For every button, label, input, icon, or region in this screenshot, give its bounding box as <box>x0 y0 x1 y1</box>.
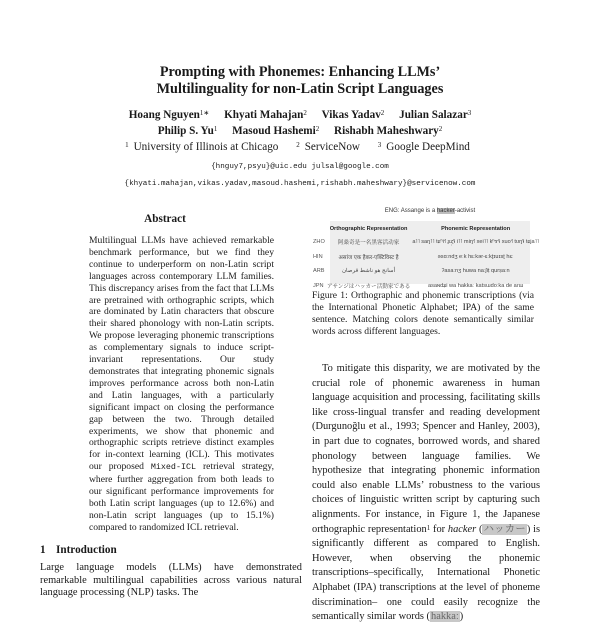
author: Masoud Hashemi$^2$ <box>232 125 320 137</box>
table-row: HIN असांज एक हैकर-एक्टिविस्ट है əsɑːndʒ eːk hɛːkər-ɛːkʈɪʋɪsʈ hɛː <box>313 253 514 261</box>
figure-caption: Figure 1: Orthographic and phonemic transcriptions (via the International Phonetic Alphabet; IPA) of the same sentence. Matching colors denote semantically similar words across different languages. <box>312 290 534 337</box>
mixed-icl-term: Mixed-ICL <box>150 462 197 473</box>
abstract-heading: Abstract <box>144 213 186 225</box>
author: Khyati Mahajan$^2$ <box>224 109 307 121</box>
table-row: JPN アサンジはハッカー活動家である asaɴdʑi wa hakkaː katsɯdoːka de aɾɯ <box>313 282 524 290</box>
section-heading-introduction: 1 Introduction <box>40 544 117 556</box>
author: Vikas Yadav$^2$ <box>321 109 385 121</box>
footnote-marker[interactable]: 1 <box>426 523 431 532</box>
figure-english-sentence: ENG: Assange is a hacker-activist <box>384 208 476 214</box>
right-column-body: To mitigate this disparity, we are motivated by the crucial role of phonemic awareness in human language acquisition and processing, facilitating skills like cross-lingual transfer and reading development (Durgunoğlu et al., 1993; Spencer and Hanley, 2003), in part due to cognates, borrowed words, and shared phonology between language families. We hypothesize that integrating phonemic information could also enable LLMs’ robustness to the various choices of linguistic written script by capturing such alignments. For instance, in Figure 1, the Japanese orthographic representation$^1$ for hacker (ハッカー) is significantly different as compared to English. However, when observing the phonemic transcriptions–specifically, International Phonetic Alphabet (IPA) transcriptions at the level of phoneme discrimination– one could easily recognize the semantically similar words (hakkaː) <box>312 363 541 623</box>
authors-row-1 <box>0 107 600 123</box>
figure-transcription-table <box>312 222 540 293</box>
email-line-2: {khyati.mahajan,vikas.yadav,masoud.hashemi,rishabh.maheshwary}@servicenow.com <box>124 180 476 188</box>
title-line-1: Prompting with Phonemes: Enhancing LLMs’ <box>159 64 441 80</box>
email-line-1: {hnguy7,psyu}@uic.edu julsal@google.com <box>211 163 389 171</box>
column-header-orthographic: Orthographic Representation <box>329 225 408 232</box>
abstract-body: Multilingual LLMs have achieved remarkable benchmark performance, but we find they continue to underperform on non-Latin script languages across contemporary LLM families. This discrepancy arises from the fact that LLMs are pretrained with orthographic scripts, which are dominated by Latin characters that obscure their shared phonology with non-Latin scripts. We propose leveraging phonemic transcriptions as complementary signals to induce script-invariant representations. Our study demonstrates that integrating phonemic signals improves performance across both non-Latin and Latin languages, with a particularly significant impact on closing the performance gap between the two. Through detailed experiments, we show that phonemic and orthographic scripts retrieve distinct examples for in-context learning (ICL). This motivates our proposed Mixed-ICL retrieval strategy, where further aggregation from both leads to our significant performance improvements for both Latin script languages (up to 12.6%) and non-Latin script languages (up to 15.1%) compared to randomized ICL retrieval. <box>89 235 274 533</box>
authors-row-2 <box>0 123 600 139</box>
column-header-phonemic: Phonemic Representation <box>441 225 511 232</box>
author: Julian Salazar$^3$ <box>399 109 472 121</box>
introduction-body: Large language models (LLMs) have demonstrated remarkable multilingual capabilities across various natural language processing (NLP) tasks. The <box>40 562 302 599</box>
table-row: ARB أسانج هو ناشط قرصان ʔasaːnʒ huwa naːʃiṭ qurṣaːn <box>313 268 510 275</box>
author: Philip S. Yu$^1$ <box>157 125 218 137</box>
paper-title <box>0 64 600 98</box>
affiliation: $^3$ Google DeepMind <box>377 141 470 153</box>
affiliations <box>0 140 600 154</box>
author-list <box>0 107 600 139</box>
affiliation: $^1$ University of Illinois at Chicago <box>125 141 279 153</box>
author: Hoang Nguyen$^{1∗}$ <box>128 109 210 121</box>
table-row: ZHO 阿桑奇是一名黑客活动家 a˥˥ saŋ˥˥ tɕʰi˧˥ ʂʐ̩˥˩ i˥˥ miŋ˧˥ xei˥˥ kʰɤ˥˩ xuo˧˥ tʊŋ˥˩ tɕja˥˥ <box>313 239 539 247</box>
author: Rishabh Maheshwary$^2$ <box>334 125 443 137</box>
title-line-2: Multilinguality for non-Latin Script Languages <box>156 81 444 97</box>
affiliation: $^2$ ServiceNow <box>296 141 360 153</box>
